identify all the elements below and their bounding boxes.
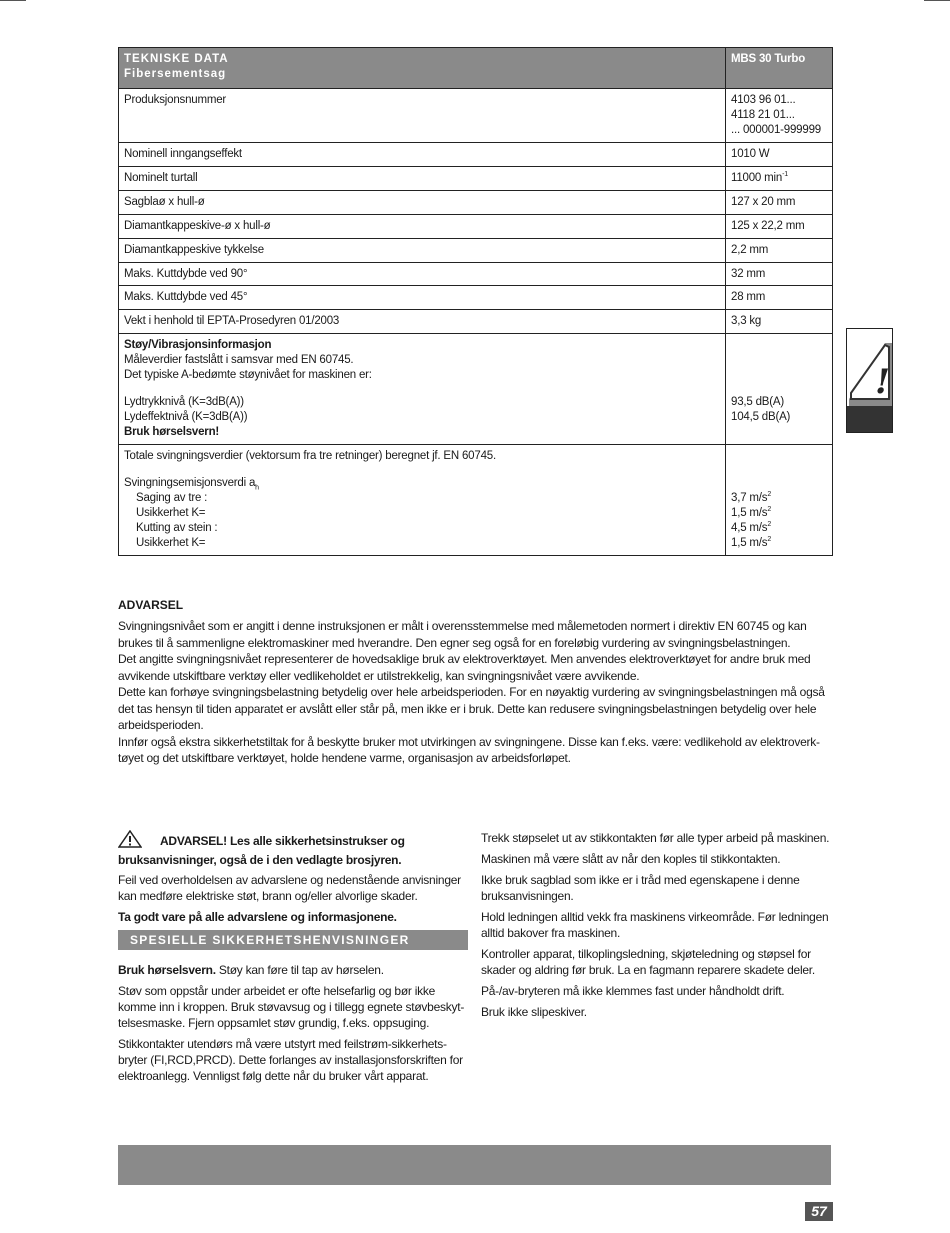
table-row <box>119 142 833 166</box>
table-row <box>119 286 833 310</box>
vibration-value: 4,5 $m/s^2$ <box>731 520 772 534</box>
safety-paragraph: Kontroller apparat, tilkoplingsledning, skjøteledning og støpsel for skader og aldring før bruk. La en fagmann reparere skadete deler. <box>481 947 815 977</box>
noise-title: Støy/Vibrasjonsinformasjon <box>124 339 272 352</box>
advarsel-paragraph: Det angitte svingningsnivået representerer de hovedsaklige bruk av elektroverktøyet. Men anvendes elektroverktøyet for andre bruk med avvikende utskiftbare verktøy eller vedlikeholdet er utilstrekkelig, kan svingningsnivået være avvikende. <box>118 652 811 683</box>
table-subtitle: Fibersementsag <box>124 67 227 80</box>
row-value: 125 x 22,2 mm <box>726 214 833 238</box>
section-heading: SPESIELLE SIKKERHETSHENVISNINGER <box>118 930 468 950</box>
warning-triangle-icon <box>847 341 894 407</box>
row-label: Diamantkappeskive-ø x hull-ø <box>119 214 726 238</box>
table-row <box>119 214 833 238</box>
row-value: 32 mm <box>726 262 833 286</box>
noise-value-cell <box>726 334 833 445</box>
vibration-item: Saging av tre : <box>136 491 208 504</box>
advarsel-paragraph: Innfør også ekstra sikkerhetstiltak for å beskytte bruker mot utvirkingen av svingningene. Disse kan f.eks. være: vedlikehold av elektroverk-tøyet og det utskiftbare verktøyet, holde hendene varme, organisasjon av arbeidsforløpet. <box>118 734 820 765</box>
row-value: 1010 W <box>726 142 833 166</box>
row-label: Nominelt turtall <box>119 166 726 190</box>
warning-triangle-icon <box>118 830 142 852</box>
noise-power-label: Lydeffektnivå (K=3dB(A)) <box>124 411 248 424</box>
table-header-row <box>119 48 833 89</box>
row-label: Nominell inngangseffekt <box>119 142 726 166</box>
row-label: Diamantkappeskive tykkelse <box>119 238 726 262</box>
table-row <box>119 166 833 190</box>
safety-left-column <box>118 830 468 1089</box>
table-row <box>119 238 833 262</box>
keep-warnings-note: Ta godt vare på alle advarslene og informasjonene. <box>118 910 397 924</box>
row-label: Maks. Kuttdybde ved 45° <box>119 286 726 310</box>
vibration-value-cell <box>726 444 833 555</box>
warning-paragraph: Feil ved overholdelsen av advarslene og nedenstående anvisninger kan medføre elektriske støt, brann og/eller alvorlige skader. <box>118 873 461 903</box>
row-label: Maks. Kuttdybde ved 90° <box>119 262 726 286</box>
production-number: ... 000001-999999 <box>731 123 821 136</box>
row-label: Produksjonsnummer <box>119 89 726 143</box>
safety-paragraph: På-/av-bryteren må ikke klemmes fast under håndholdt drift. <box>481 984 785 998</box>
footer-bar <box>118 1145 831 1185</box>
table-row <box>119 190 833 214</box>
advarsel-body <box>118 618 830 767</box>
vibration-value: 1,5 $m/s^2$ <box>731 505 772 519</box>
page-number: 57 <box>805 1202 833 1221</box>
warning-side-tab <box>846 328 893 433</box>
row-value <box>726 166 833 190</box>
emission-subscript: h <box>255 484 259 492</box>
safety-paragraph: Maskinen må være slått av når den koples til stikkontakten. <box>481 852 781 866</box>
vibration-item: Kutting av stein : <box>136 521 218 534</box>
row-label: Sagblaø x hull-ø <box>119 190 726 214</box>
noise-pressure-value: 93,5 dB(A) <box>731 396 784 409</box>
row-value <box>726 89 833 143</box>
noise-power-value: 104,5 dB(A) <box>731 411 791 424</box>
noise-pressure-label: Lydtrykknivå (K=3dB(A)) <box>124 396 244 409</box>
technical-data-table <box>118 47 833 556</box>
vibration-emission-label: Svingningsemisjonsverdi $a_h$ <box>124 476 259 492</box>
vibration-value: 1,5 $m/s^2$ <box>731 535 772 549</box>
noise-line: Det typiske A-bedømte støynivået for maskinen er: <box>124 369 372 382</box>
advarsel-paragraph: Svingningsnivået som er angitt i denne instruksjonen er målt i overensstemmelse med målemetoden normert i direktiv EN 60745 og kan brukes til å sammenligne elektromaskiner med hverandre. Den egner seg også for en foreløbig vurdering av svingningsbelastningen. <box>118 619 807 650</box>
production-number: 4118 21 01... <box>731 108 795 121</box>
svg-text:!: ! <box>875 362 890 402</box>
table-title: TEKNISKE DATA <box>124 53 229 65</box>
vibration-row <box>119 444 833 555</box>
vibration-intro: Totale svingningsverdier (vektorsum fra tre retninger) beregnet jf. EN 60745. <box>124 449 496 462</box>
safety-paragraph: Ikke bruk sagblad som ikke er i tråd med egenskapene i denne bruksanvisningen. <box>481 873 800 903</box>
hearing-paragraph: Bruk hørselsvern. Støy kan føre til tap av hørselen. <box>118 963 384 977</box>
crop-mark <box>0 0 26 1</box>
vibration-item: Usikkerhet K= <box>136 506 206 519</box>
speed-exponent: -1 <box>782 170 788 178</box>
table-model: MBS 30 Turbo <box>726 48 833 89</box>
row-value: 2,2 mm <box>726 238 833 262</box>
advarsel-title: ADVARSEL <box>118 598 184 612</box>
table-header-cell <box>119 48 726 89</box>
dust-paragraph: Støv som oppstår under arbeidet er ofte helsefarlig og bør ikke komme inn i kroppen. Bruk støvavsug og i tillegg egnete støvbeskyt-telsesmaske. Fjern oppsamlet støv grundig, f.eks. oppsuging. <box>118 984 465 1030</box>
vibration-item: Usikkerhet K= <box>136 536 206 549</box>
safety-paragraph: Trekk støpselet ut av stikkontakten før alle typer arbeid på maskinen. <box>481 831 830 845</box>
row-label: Vekt i henhold til EPTA-Prosedyren 01/2003 <box>119 310 726 334</box>
safety-right-column <box>481 830 831 1025</box>
noise-row <box>119 334 833 445</box>
vibration-label-cell <box>119 444 726 555</box>
table-row <box>119 310 833 334</box>
crop-mark <box>924 0 950 1</box>
noise-label-cell <box>119 334 726 445</box>
noise-line: Måleverdier fastslått i samsvar med EN 60745. <box>124 354 354 367</box>
row-value: 127 x 20 mm <box>726 190 833 214</box>
row-value: 28 mm <box>726 286 833 310</box>
table-row <box>119 262 833 286</box>
speed-value: 11000 min <box>731 171 783 184</box>
hearing-protection-note: Bruk hørselsvern! <box>124 426 220 438</box>
production-number: 4103 96 01... <box>731 94 796 106</box>
table-row <box>119 89 833 143</box>
row-value: 3,3 kg <box>726 310 833 334</box>
advarsel-paragraph: Dette kan forhøye svingningsbelastning betydelig over hele arbeidsperioden. For en nøyaktig vurdering av svingningsbelastningen må også det tas hensyn til tiden apparatet er avslått eller står på, men ikke er i bruk. Dette kan redusere svingningsbelastningen betydelig over hele arbeidsperioden. <box>118 685 825 732</box>
vibration-value: 3,7 $m/s^2$ <box>731 490 772 504</box>
warning-heading: ADVARSEL! Les alle sikkerhetsinstrukser og bruksanvisninger, også de i den vedlagte brosjyren. <box>118 830 468 868</box>
safety-paragraph: Hold ledningen alltid vekk fra maskinens virkeområde. Før ledningen alltid bakover fra maskinen. <box>481 910 829 940</box>
outlet-paragraph: Stikkontakter utendørs må være utstyrt med feilstrøm-sikkerhets-bryter (FI,RCD,PRCD). Dette forlanges av installasjonsforskriften for elektroanlegg. Vennligst følg dette når du bruker vårt apparat. <box>118 1037 463 1083</box>
safety-paragraph: Bruk ikke slipeskiver. <box>481 1005 587 1019</box>
